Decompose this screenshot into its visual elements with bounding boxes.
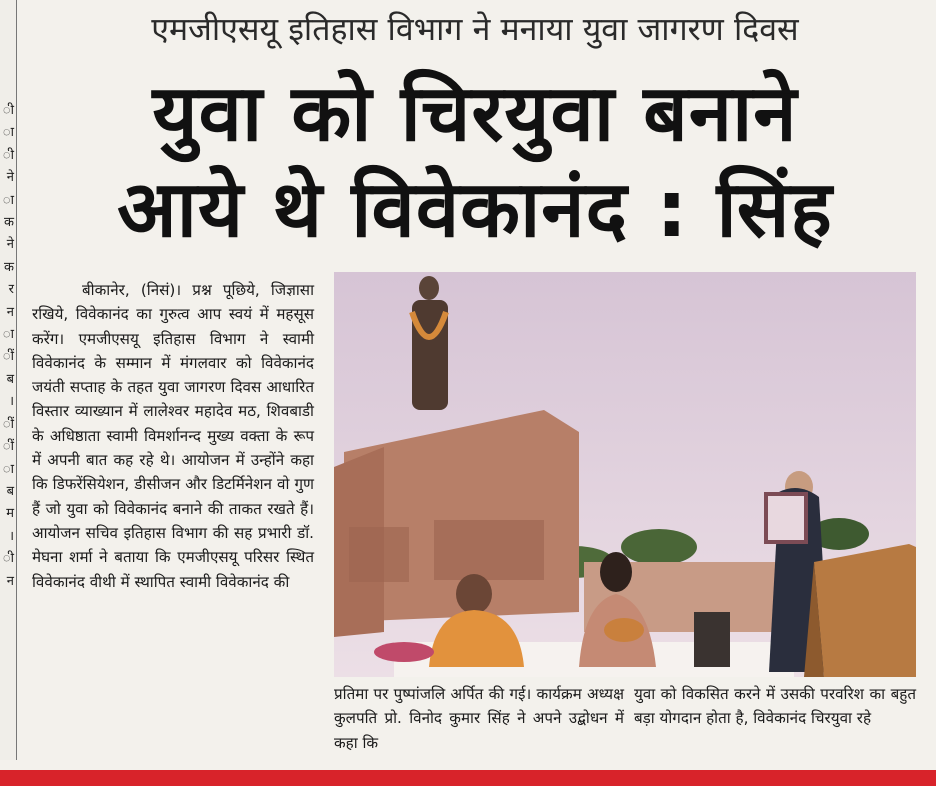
adjacent-column-char: क bbox=[4, 215, 14, 231]
main-headline bbox=[40, 66, 910, 258]
adjacent-column-char: ा bbox=[2, 125, 14, 141]
adjacent-column-char: ा bbox=[2, 192, 14, 208]
adjacent-column-char: ी bbox=[2, 551, 14, 567]
adjacent-column-char: ने bbox=[6, 170, 14, 186]
adjacent-column-char: ा bbox=[2, 327, 14, 343]
article-paragraph: युवा को विकसित करने में उसकी परवरिश का बहुत बड़ा योगदान होता है, विवेकानंद चिरयुवा रहे bbox=[634, 685, 916, 728]
adjacent-column-char: ीं bbox=[2, 349, 14, 365]
adjacent-column-char: र bbox=[8, 282, 14, 298]
adjacent-column-char: ब bbox=[6, 483, 14, 499]
adjacent-column-char: ी bbox=[2, 147, 14, 163]
adjacent-column-char: ा bbox=[2, 461, 14, 477]
page-bottom-rule bbox=[0, 770, 936, 786]
adjacent-column-char: न bbox=[6, 304, 14, 320]
headline-line-2: आये थे विवेकानंद : सिंह bbox=[117, 165, 833, 255]
adjacent-column-char: ीं bbox=[2, 439, 14, 455]
adjacent-column-char: ने bbox=[6, 237, 14, 253]
article-paragraph: बीकानेर, (निसं)। प्रश्न पूछिये, जिज्ञासा रखिये, विवेकानंद का गुरुत्व आप स्वयं में महसूस करेंग। एमजीएसयू इतिहास विभाग ने स्वामी विवेकानंद के सम्मान में मंगलवार को विवेकानंद जयंती सप्ताह के तहत युवा जागरण दिवस आधारित विस्तार व्याख्यान में लालेश्वर महादेव मठ, शिवबाडी के अधिष्ठाता स्वामी विमर्शानन्द मुख्य वक्ता के रूप में अपनी बात कह रहे थे। आयोजन में उन्होंने कहा कि डिफरेंसियेशन, डीसीजन और डिटर्मिनेशन वो गुण हैं जो युवा को विवेकानंद बनाने की ताकत रखते हैं। आयोजन सचिव इतिहास विभाग की सह प्रभारी डॉ. मेघना शर्मा ने बताया कि एमजीएसयू परिसर स्थित विवेकानंद वीथी में स्थापित स्वामी विवेकानंद की bbox=[32, 281, 314, 591]
adjacent-column-char: । bbox=[9, 528, 14, 544]
article-column-3 bbox=[634, 682, 916, 762]
photo-illustration bbox=[334, 272, 916, 677]
article-paragraph: प्रतिमा पर पुष्पांजलि अर्पित की गई। कार्यक्रम अध्यक्ष कुलपति प्रो. विनोद कुमार सिंह ने अपने उद्बोधन में कहा कि bbox=[334, 685, 624, 752]
adjacent-column-strip bbox=[0, 0, 17, 760]
adjacent-column-char: ी bbox=[2, 103, 14, 118]
adjacent-column-char: न bbox=[6, 573, 14, 589]
adjacent-column-char: क bbox=[4, 259, 14, 275]
news-photo bbox=[334, 272, 916, 677]
headline-line-1: युवा को चिरयुवा बनाने bbox=[152, 69, 798, 159]
adjacent-column-char: ीं bbox=[2, 416, 14, 432]
adjacent-column-char: म bbox=[6, 506, 14, 522]
adjacent-column-char: । bbox=[9, 394, 14, 410]
article-column-2 bbox=[334, 682, 624, 762]
article-column-1 bbox=[32, 278, 314, 594]
kicker-headline: एमजीएसयू इतिहास विभाग ने मनाया युवा जागरण दिवस bbox=[151, 10, 799, 48]
adjacent-column-text bbox=[0, 100, 14, 593]
adjacent-column-char: ब bbox=[6, 371, 14, 387]
